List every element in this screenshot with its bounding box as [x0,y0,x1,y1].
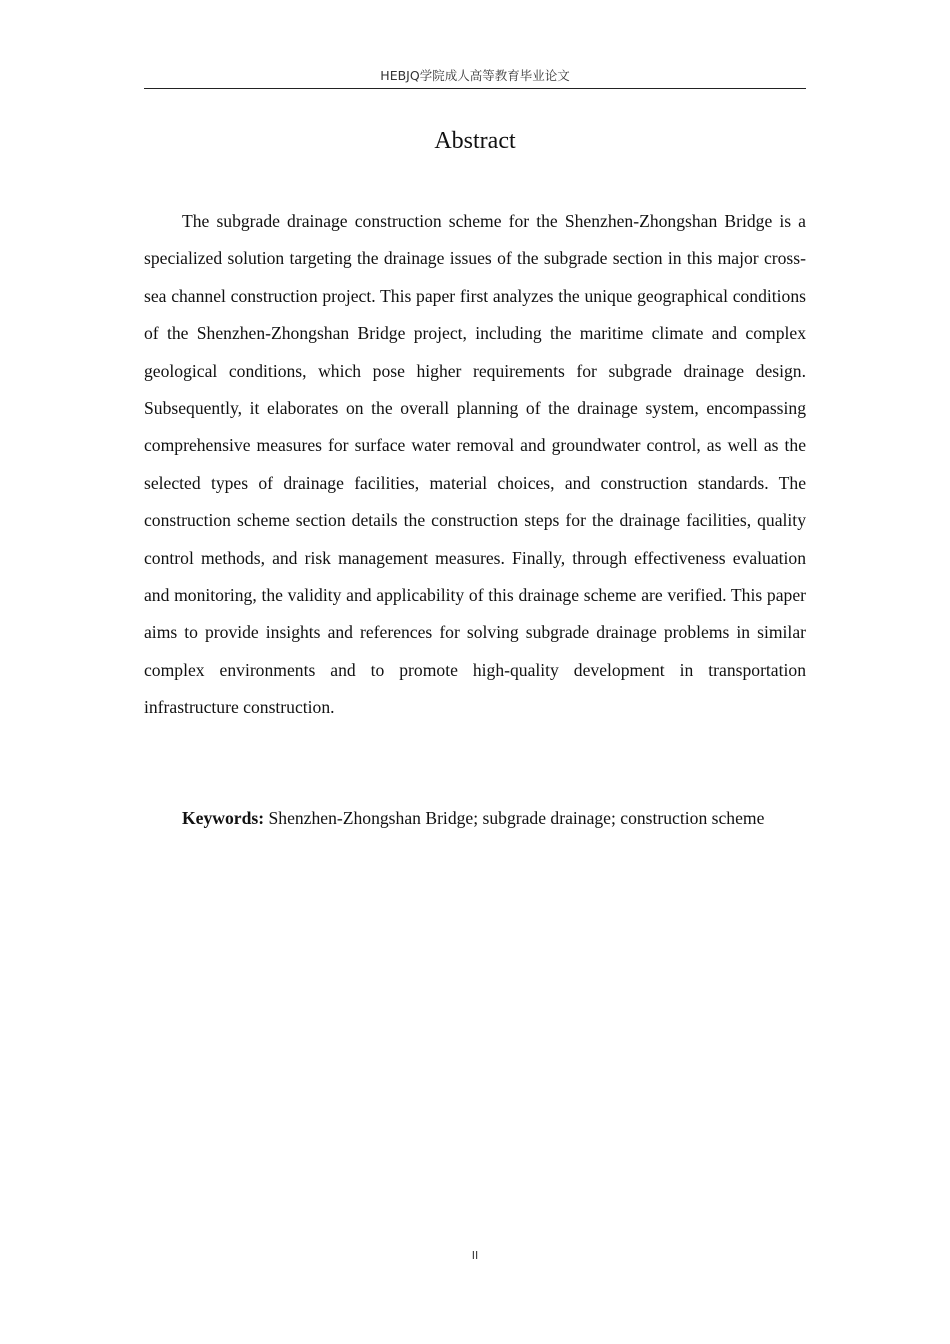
page-number: II [471,1249,479,1262]
keywords-paragraph [144,800,806,837]
abstract-body: The subgrade drainage construction scheme for the Shenzhen-Zhongshan Bridge is a specialized solution targeting the drainage issues of the subgrade section in this major cross-sea channel construction project. This paper first analyzes the unique geographical conditions of the Shenzhen-Zhongshan Bridge project, including the maritime climate and complex geological conditions, which pose higher requirements for subgrade drainage design. Subsequently, it elaborates on the overall planning of the drainage system, encompassing comprehensive measures for surface water removal and groundwater control, as well as the selected types of drainage facilities, material choices, and construction standards. The construction scheme section details the construction steps for the drainage facilities, quality control methods, and risk management measures. Finally, through effectiveness evaluation and monitoring, the validity and applicability of this drainage scheme are verified. This paper aims to provide insights and references for solving subgrade drainage problems in similar complex environments and to promote high-quality development in transportation infrastructure construction. [144,211,806,718]
page-header [144,66,806,89]
header-text: HEBJQ学院成人高等教育毕业论文 [380,68,570,83]
keywords-text: Shenzhen-Zhongshan Bridge; subgrade drainage; construction scheme [264,808,765,828]
abstract-title: Abstract [434,128,516,154]
keywords-label: Keywords: [182,808,265,828]
